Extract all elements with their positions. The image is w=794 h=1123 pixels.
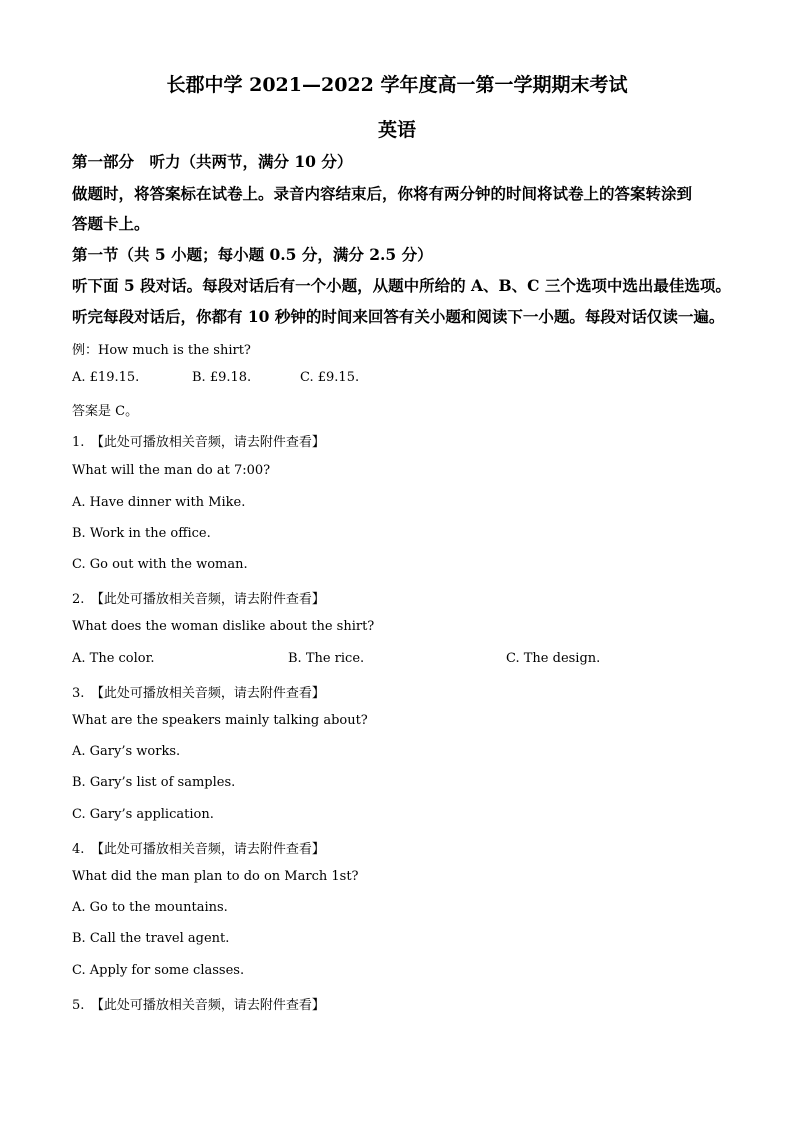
section1-heading: 第一节（共 5 小题；每小题 0.5 分，满分 2.5 分）	[72, 245, 433, 264]
q1-option-b: B. Work in the office.	[72, 526, 211, 541]
q3-question: What are the speakers mainly talking about?	[72, 713, 368, 728]
q1-option-a: A. Have dinner with Mike.	[72, 495, 246, 510]
q2-option-b: B. The rice.	[288, 651, 365, 666]
q1-audio-label: 1. 【此处可播放相关音频，请去附件查看】	[72, 435, 325, 450]
q5-audio-label: 5. 【此处可播放相关音频，请去附件查看】	[72, 998, 325, 1013]
q3-option-a: A. Gary’s works.	[72, 744, 181, 759]
q2-option-c: C. The design.	[506, 651, 601, 666]
example-option-c: C. £9.15.	[300, 370, 360, 385]
q1-option-c: C. Go out with the woman.	[72, 557, 248, 572]
part1-instruction-line: 答题卡上。	[72, 214, 150, 233]
q4-option-c: C. Apply for some classes.	[72, 963, 245, 978]
q4-option-b: B. Call the travel agent.	[72, 931, 230, 946]
example-answer: 答案是 C。	[72, 404, 139, 419]
subject-title: 英语	[377, 119, 416, 141]
q2-audio-label: 2. 【此处可播放相关音频，请去附件查看】	[72, 592, 325, 607]
example-question: 例：How much is the shirt?	[72, 343, 251, 358]
example-option-b: B. £9.18.	[192, 370, 252, 385]
section1-instruction-line: 听下面 5 段对话。每段对话后有一个小题，从题中所给的 A、B、C 三个选项中选出最佳选项。	[72, 276, 731, 295]
q4-question: What did the man plan to do on March 1st?	[72, 869, 359, 884]
q4-audio-label: 4. 【此处可播放相关音频，请去附件查看】	[72, 842, 325, 857]
q3-option-c: C. Gary’s application.	[72, 807, 214, 822]
example-option-a: A. £19.15.	[72, 370, 140, 385]
q2-question: What does the woman dislike about the shirt?	[72, 619, 375, 634]
q2-option-a: A. The color.	[72, 651, 155, 666]
exam-title: 长郡中学 2021—2022 学年度高一第一学期期末考试	[166, 74, 628, 96]
q1-question: What will the man do at 7:00?	[72, 463, 271, 478]
part1-heading: 第一部分 听力（共两节，满分 10 分）	[72, 152, 353, 171]
section1-instruction-line: 听完每段对话后，你都有 10 秒钟的时间来回答有关小题和阅读下一小题。每段对话仅读一遍。	[72, 307, 725, 326]
q3-option-b: B. Gary’s list of samples.	[72, 775, 236, 790]
q4-option-a: A. Go to the mountains.	[72, 900, 228, 915]
part1-instruction-line: 做题时，将答案标在试卷上。录音内容结束后，你将有两分钟的时间将试卷上的答案转涂到	[72, 184, 693, 203]
q3-audio-label: 3. 【此处可播放相关音频，请去附件查看】	[72, 686, 325, 701]
